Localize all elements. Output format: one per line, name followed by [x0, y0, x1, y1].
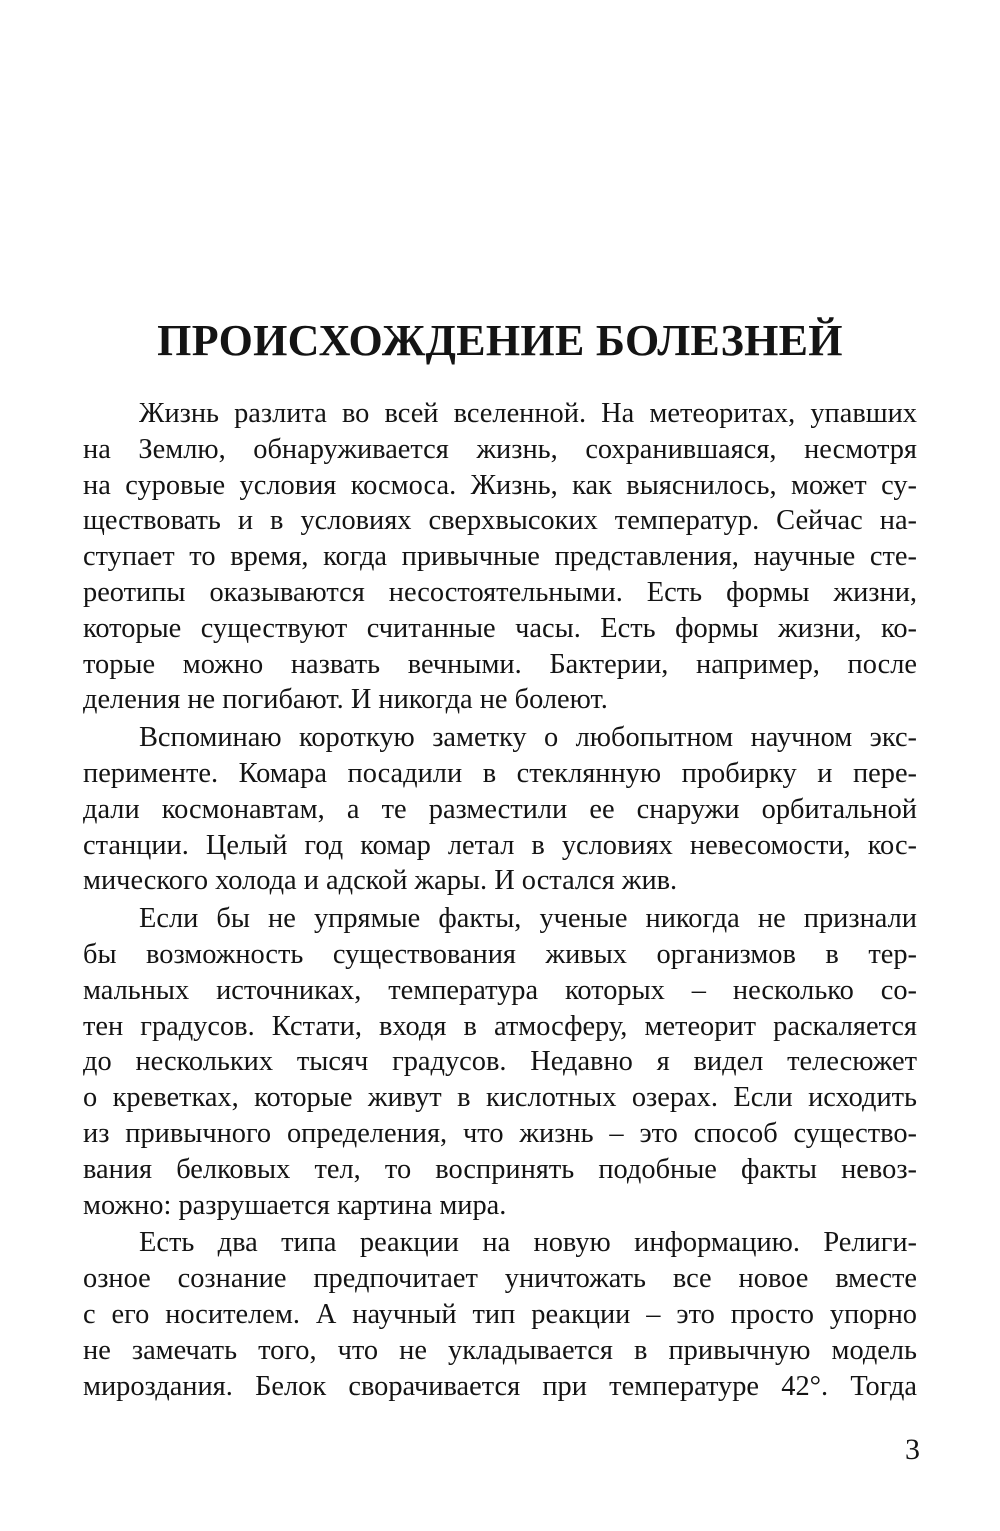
text-line: Есть два типа реакции на новую информацию. Религи-	[139, 1227, 917, 1259]
text-line: которые существуют считанные часы. Есть формы жизни, ко-	[83, 612, 917, 644]
text-line: дали космонавтам, а те разместили ее снаружи орбитальной	[83, 793, 917, 825]
text-line: о креветках, которые живут в кислотных озерах. Если исходить	[83, 1082, 917, 1114]
text-line: бы возможность существования живых организмов в тер-	[83, 938, 917, 970]
text-line: Жизнь разлита во всей вселенной. На метеоритах, упавших	[139, 398, 917, 429]
text-line: из привычного определения, что жизнь – это способ существо-	[83, 1117, 917, 1149]
text-line: можно: разрушается картина мира.	[83, 1189, 507, 1221]
paragraph	[83, 1225, 917, 1404]
text-line: мического холода и адской жары. И остался жив.	[83, 865, 678, 897]
paragraph	[83, 720, 917, 899]
text-line: станции. Целый год комар летал в условиях невесомости, кос-	[83, 829, 917, 861]
text-line: озное сознание предпочитает уничтожать все новое вместе	[83, 1263, 917, 1295]
text-line: с его носителем. А научный тип реакции – это просто упорно	[83, 1298, 917, 1330]
text-line: перименте. Комара посадили в стеклянную пробирку и пере-	[83, 757, 917, 789]
chapter-title: ПРОИСХОЖДЕНИЕ БОЛЕЗНЕЙ	[157, 316, 843, 365]
text-line: вания белковых тел, то воспринять подобные факты невоз-	[83, 1153, 917, 1185]
page-number: 3	[905, 1433, 920, 1466]
body-text	[83, 396, 917, 1404]
text-line: мальных источниках, температура которых – несколько со-	[83, 974, 917, 1006]
text-line: на суровые условия космоса. Жизнь, как выяснилось, может су-	[83, 469, 917, 501]
text-line: Вспоминаю короткую заметку о любопытном научном экс-	[139, 722, 917, 754]
text-line: не замечать того, что не укладывается в привычную модель	[83, 1334, 917, 1366]
text-line: на Землю, обнаруживается жизнь, сохранившаяся, несмотря	[83, 433, 917, 465]
text-line: деления не погибают. И никогда не болеют.	[83, 684, 608, 716]
text-line: реотипы оказываются несостоятельными. Есть формы жизни,	[83, 576, 917, 608]
text-line: до нескольких тысяч градусов. Недавно я видел телесюжет	[83, 1046, 917, 1078]
text-line: торые можно назвать вечными. Бактерии, например, после	[83, 648, 917, 680]
text-line: мироздания. Белок сворачивается при температуре 42°. Тогда	[83, 1370, 917, 1402]
paragraph	[83, 901, 917, 1223]
text-line: ществовать и в условиях сверхвысоких температур. Сейчас на-	[83, 505, 917, 537]
text-line: тен градусов. Кстати, входя в атмосферу, метеорит раскаляется	[83, 1010, 917, 1042]
paragraph	[83, 396, 917, 718]
text-line: Если бы не упрямые факты, ученые никогда не признали	[139, 903, 917, 935]
text-line: ступает то время, когда привычные представления, научные сте-	[83, 541, 917, 573]
